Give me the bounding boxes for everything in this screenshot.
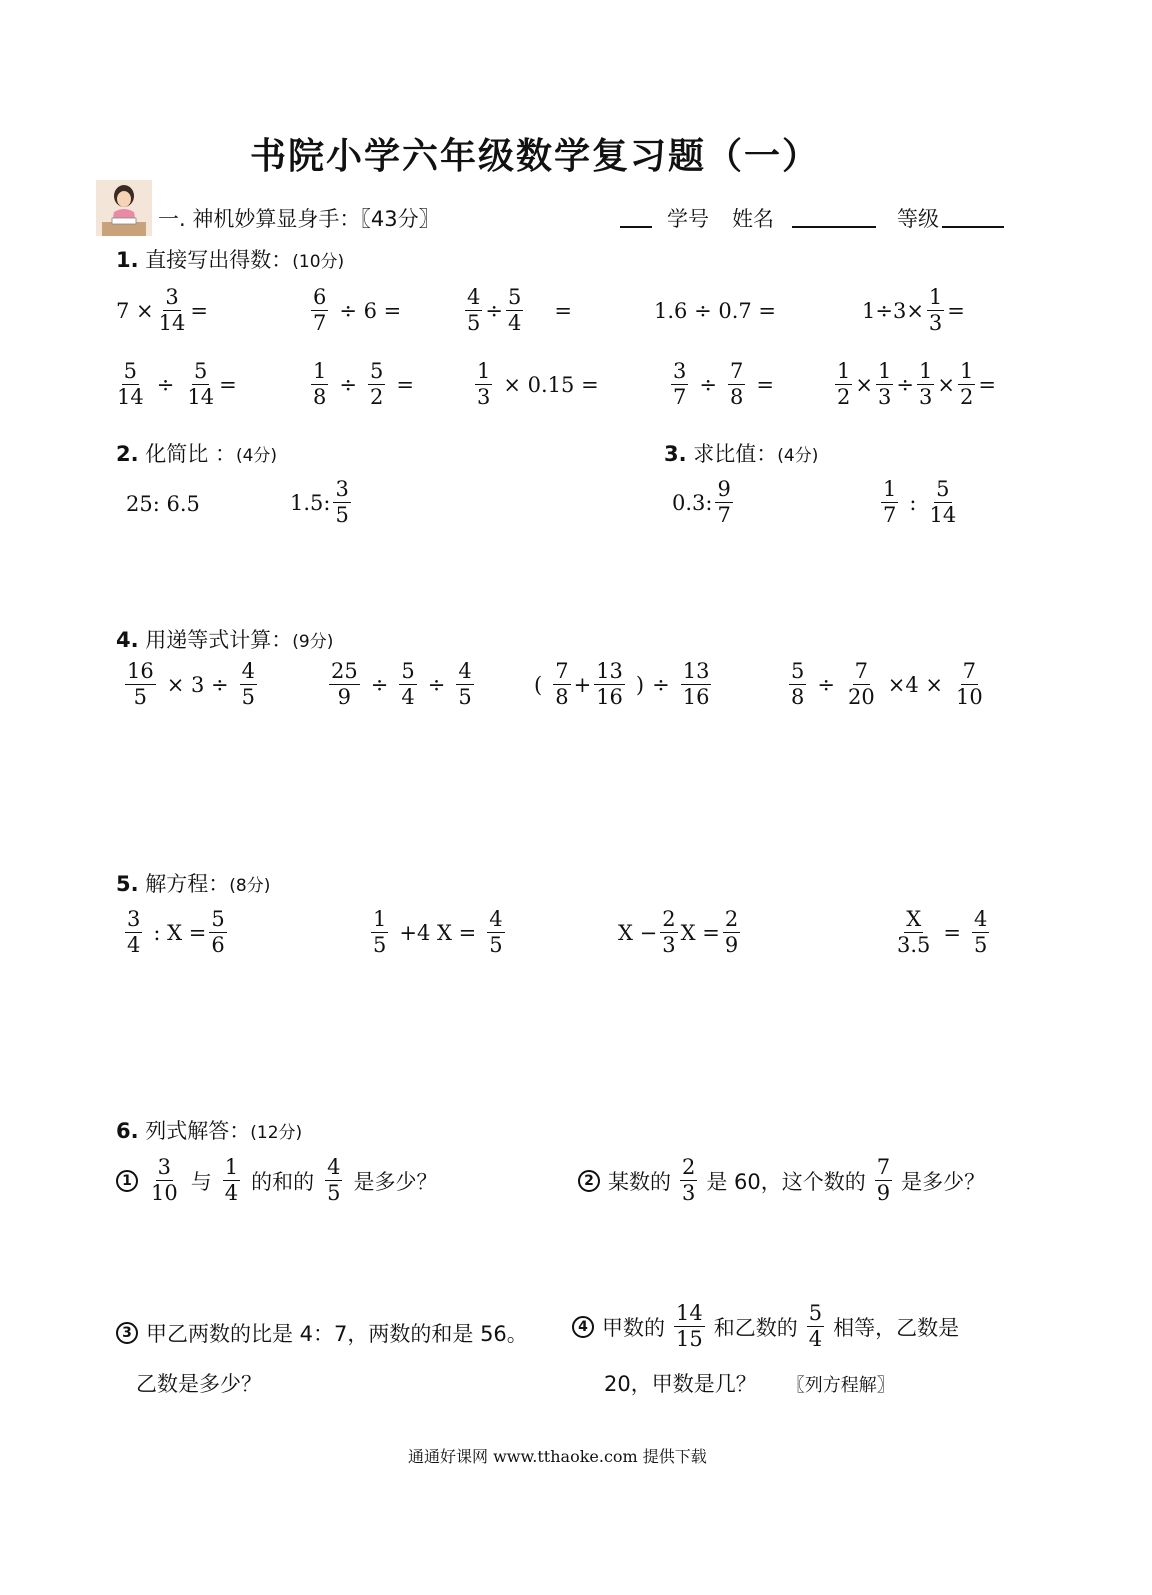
q1-r1-e: 1÷3× $\frac{1}{3}$ = [862,285,965,336]
q1-r2-e: $\frac{1}{2}$ × $\frac{1}{3}$ ÷ $\frac{1}{3}$ × $\frac{1}{2}$ = [837,359,996,410]
girl-reading-icon [96,180,152,236]
q4-c: ( $\frac{7}{8}$ + $\frac{13}{16}$ ) ÷ $\frac{13}{16}$ [534,659,710,710]
q5-d: $\frac{X}{3.5}$ = $\frac{4}{5}$ [897,907,988,958]
circled-number-1: 1 [116,1170,138,1192]
q1-r1-c: $\frac{4}{5}$ ÷ $\frac{5}{4}$ = [467,285,572,336]
name-blank[interactable] [792,204,876,228]
q1-r1-b: $\frac{6}{7}$ ÷ 6 = [313,285,402,336]
q6-problem-4-line2: 20，甲数是几？ 〖列方程解〗 [604,1372,895,1396]
q4-b: $\frac{25}{9}$ ÷ $\frac{5}{4}$ ÷ $\frac{4}{5}$ [331,659,472,710]
q6-problem-4: 4 甲数的 $\frac{14}{15}$ 和乙数的 $\frac{5}{4}$ 相等，乙数是 [572,1302,959,1351]
q6-problem-3-line2: 乙数是多少？ [136,1372,262,1396]
q1-r2-b: $\frac{1}{8}$ ÷ $\frac{5}{2}$ = [313,359,414,410]
q2-b: 1.5: $\frac{3}{5}$ [290,477,349,528]
q3-a: 0.3: $\frac{9}{7}$ [672,477,731,528]
q2-a: 25: 6.5 [126,492,200,516]
q1-r2-c: $\frac{1}{3}$ × 0.15 = [477,359,599,410]
q5-b: $\frac{1}{5}$ +4 X = $\frac{4}{5}$ [373,907,503,958]
circled-number-4: 4 [572,1316,594,1338]
q3-heading: 3. 求比值：(4分) [664,442,819,466]
grade-blank[interactable] [942,204,1004,228]
q6-problem-3: 3 甲乙两数的比是 4：7，两数的和是 56。 [116,1318,528,1348]
student-no-blank[interactable] [620,204,652,228]
q5-c: X − $\frac{2}{3}$ X = $\frac{2}{9}$ [618,907,739,958]
name-label: 姓名 [732,207,774,231]
q4-d: $\frac{5}{8}$ ÷ $\frac{7}{20}$ ×4 × $\frac{7}{10}$ [791,659,983,710]
q1-r2-a: $\frac{5}{14}$ ÷ $\frac{5}{14}$ = [117,359,237,410]
q5-heading: 5. 解方程：(8分) [116,872,271,896]
q1-r1-d: 1.6 ÷ 0.7 = [654,299,777,323]
q5-a: $\frac{3}{4}$ : X = $\frac{5}{6}$ [127,907,225,958]
q1-r2-d: $\frac{3}{7}$ ÷ $\frac{7}{8}$ = [673,359,774,410]
circled-number-2: 2 [578,1170,600,1192]
q6-heading: 6. 列式解答：(12分) [116,1119,303,1143]
circled-number-3: 3 [116,1322,138,1344]
page-title: 书院小学六年级数学复习题（一） [250,136,821,177]
q2-heading: 2. 化简比 ：(4分) [116,442,278,466]
q3-b: $\frac{1}{7}$ : $\frac{5}{14}$ [883,477,957,528]
grade-label: 等级 [897,207,939,231]
q6-problem-2: 2 某数的 $\frac{2}{3}$ 是 60，这个数的 $\frac{7}{9}$ 是多少？ [578,1156,985,1205]
q1-r1-a: 7 × $\frac{3}{14}$ = [116,285,208,336]
footer-credit: 通通好课网 www.tthaoke.com 提供下载 [408,1447,707,1466]
q4-heading: 4. 用递等式计算：(9分) [116,628,334,652]
q6-problem-1: 1 $\frac{3}{10}$ 与 $\frac{1}{4}$ 的和的 $\frac{4}{5}$ 是多少？ [116,1156,437,1205]
q1-heading: 1. 直接写出得数：(10分) [116,248,345,272]
section-1-heading: 一. 神机妙算显身手：〖43分〗 [158,207,440,231]
q4-a: $\frac{16}{5}$ × 3 ÷ $\frac{4}{5}$ [127,659,256,710]
student-no-label: 学号 [667,207,709,231]
